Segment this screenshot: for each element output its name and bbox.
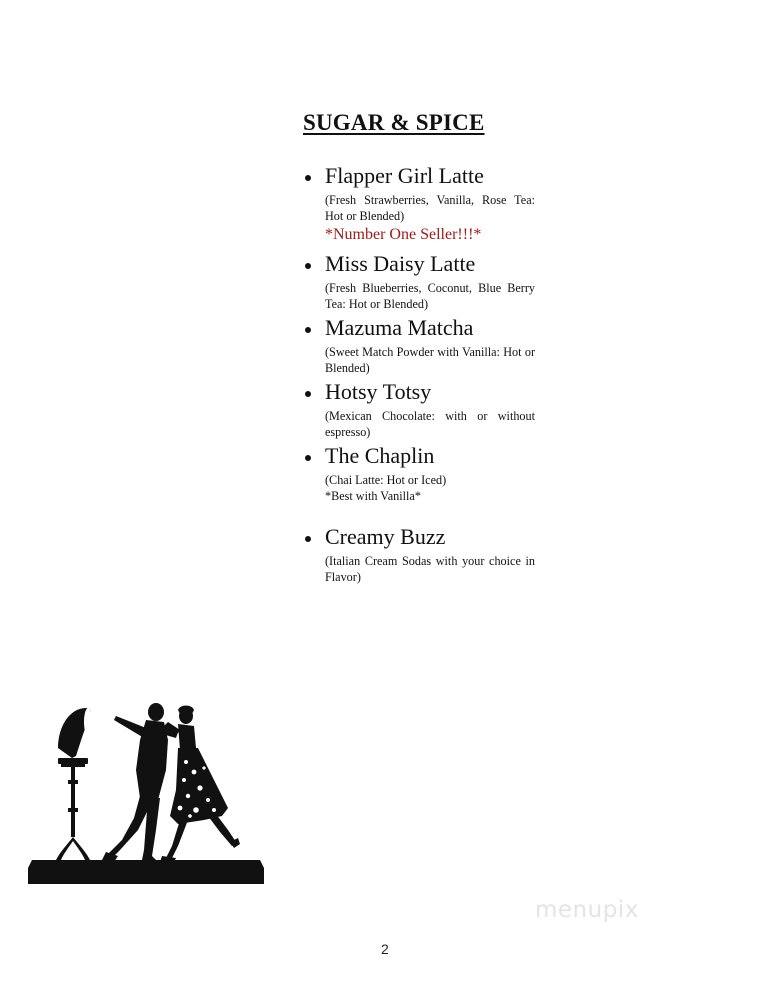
bullet-icon bbox=[305, 263, 311, 269]
item-description: (Sweet Match Powder with Vanilla: Hot or Blended) bbox=[325, 345, 535, 375]
item-description: (Fresh Blueberries, Coconut, Blue Berry Tea: Hot or Blended) bbox=[325, 281, 535, 311]
item-name: Mazuma Matcha bbox=[325, 315, 474, 340]
item-description: (Fresh Strawberries, Vanilla, Rose Tea: Hot or Blended) bbox=[325, 193, 535, 223]
watermark-logo: menupix bbox=[535, 897, 639, 923]
item-note-highlight: *Number One Seller!!!* bbox=[325, 226, 482, 243]
item-description: (Mexican Chocolate: with or without espresso) bbox=[325, 409, 535, 439]
platform-base bbox=[28, 860, 264, 884]
item-name: Flapper Girl Latte bbox=[325, 163, 484, 188]
bullet-icon bbox=[305, 391, 311, 397]
menu-item-creamy-buzz bbox=[303, 524, 535, 585]
item-description: (Italian Cream Sodas with your choice in Flavor) bbox=[325, 554, 535, 584]
section-title: SUGAR & SPICE bbox=[303, 110, 485, 135]
item-name: Creamy Buzz bbox=[325, 524, 446, 549]
item-name: The Chaplin bbox=[325, 443, 435, 468]
menu-item-the-chaplin bbox=[303, 443, 535, 504]
gramophone-icon bbox=[56, 708, 92, 860]
bullet-icon bbox=[305, 536, 311, 542]
bullet-icon bbox=[305, 327, 311, 333]
item-name: Hotsy Totsy bbox=[325, 379, 432, 404]
menu-item-miss-daisy-latte bbox=[303, 251, 535, 312]
woman-silhouette bbox=[160, 706, 240, 863]
item-name: Miss Daisy Latte bbox=[325, 251, 476, 276]
menu-item-mazuma-matcha bbox=[303, 315, 535, 376]
item-note: *Best with Vanilla* bbox=[325, 489, 421, 503]
dancing-couple-illustration bbox=[28, 700, 266, 884]
page-number: 2 bbox=[381, 941, 389, 957]
menu-item-flapper-girl-latte bbox=[303, 163, 535, 245]
item-description: (Chai Latte: Hot or Iced) bbox=[325, 473, 447, 487]
bullet-icon bbox=[305, 455, 311, 461]
menu-item-hotsy-totsy bbox=[303, 379, 535, 440]
bullet-icon bbox=[305, 175, 311, 181]
